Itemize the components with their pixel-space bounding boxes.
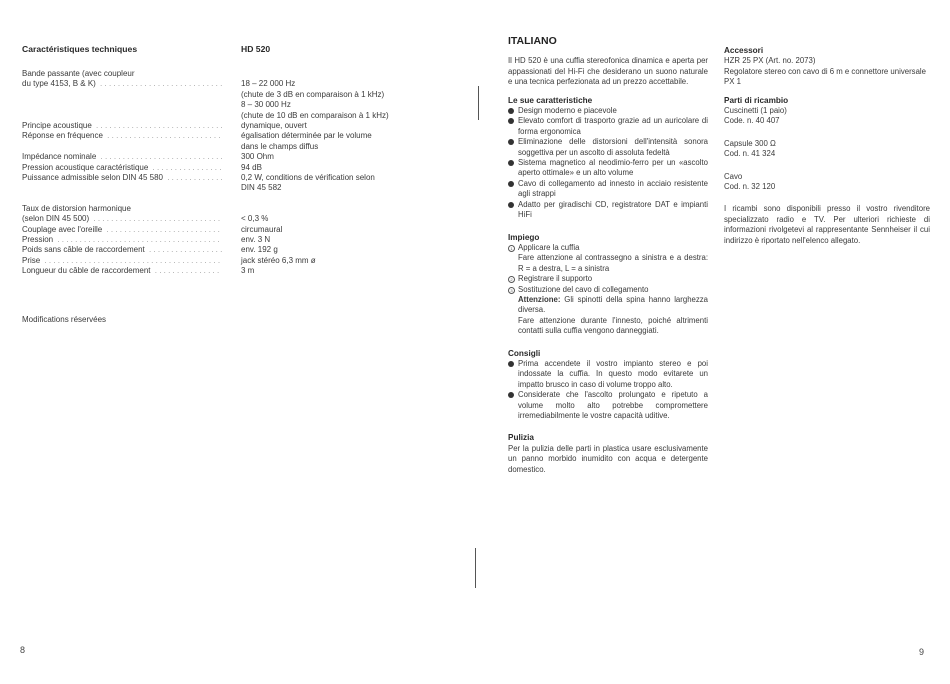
spec-label: Réponse en fréquence . . . xyxy=(22,131,222,142)
spec-label: Puissance admissible selon DIN 45 580 . . . xyxy=(22,173,222,184)
parts-heading: Parti di ricambio xyxy=(724,95,789,105)
spec-value: 0,2 W, conditions de vérification selon xyxy=(241,173,375,182)
bullet-icon xyxy=(508,108,514,114)
bullet-icon xyxy=(508,392,514,398)
spec-label: Principe acoustique . . . xyxy=(22,121,222,132)
spec-label: Couplage avec l'oreille . . . xyxy=(22,225,222,236)
intro-text: Il HD 520 è una cuffia stereofonica dinamica e aperta per appassionati del Hi-Fi che desiderano un suono naturale e una tecnica perfezionata ad un prezzo accettabile. xyxy=(508,56,708,87)
cleaning-text: Per la pulizia delle parti in plastica usare esclusivamente un panno morbido inumidito con acqua e detergente domestico. xyxy=(508,443,708,474)
spec-value: (chute de 3 dB en comparaison à 1 kHz) xyxy=(241,89,385,99)
spec-value: jack stéréo 6,3 mm ø xyxy=(241,255,316,265)
spec-value: env. 192 g xyxy=(241,245,278,255)
features-list xyxy=(508,106,708,220)
list-item: Elevato comfort di trasporto grazie ad un auricolare di forma ergonomica xyxy=(508,116,708,137)
cleaning-heading: Pulizia xyxy=(508,433,534,443)
bullet-icon xyxy=(508,139,514,145)
part-code: Code. n. 40 407 xyxy=(724,116,780,126)
spec-value: (chute de 10 dB en comparaison à 1 kHz) xyxy=(241,110,389,120)
part-name: Cuscinetti (1 paio) xyxy=(724,106,787,116)
parts-note: I ricambi sono disponibili presso il vostro rivenditore specializzato radio e TV. Per ulteriori richieste di informazioni rivolgetevi al rappresentante Sennheiser il cui indirizzo è riportato nell'elenco allegato. xyxy=(724,204,930,245)
bullet-icon xyxy=(508,160,514,166)
bullet-icon xyxy=(508,181,514,187)
bullet-icon xyxy=(508,118,514,124)
list-item: Sistema magnetico al neodimio-ferro per un «ascolto aperto ottimale» e un alto volume xyxy=(508,158,708,179)
attention-note: Attenzione: Gli spinotti della spina hanno larghezza diversa. xyxy=(518,294,709,315)
tips-heading: Consigli xyxy=(508,348,541,358)
page-number-right: 9 xyxy=(919,647,925,657)
attention-detail: Fare attenzione durante l'innesto, poiché altrimenti contatti sulla cuffia vengono danneggiati. xyxy=(518,315,708,336)
list-item: Considerate che l'ascolto prolungato e ripetuto a volume molto alto potrebbe compromettere irremediabilmente le vostre capacità uditive. xyxy=(508,390,708,421)
bullet-icon xyxy=(508,361,514,367)
spec-label: Pression . . . xyxy=(22,235,222,246)
list-item: 2 Registrare il supporto xyxy=(508,274,708,284)
accessories-column xyxy=(724,46,930,246)
list-item: 1 Applicare la cuffia xyxy=(508,243,708,253)
spec-label: Bande passante (avec coupleur xyxy=(22,69,135,78)
accessories-heading: Accessori xyxy=(724,46,764,55)
part-name: Capsule 300 Ω xyxy=(724,138,776,148)
specs-heading: Caractéristiques techniques xyxy=(22,44,138,54)
spec-value: < 0,3 % xyxy=(241,214,269,224)
spec-label: du type 4153, B & K) . . . xyxy=(22,79,222,90)
spec-label: Pression acoustique caractéristique . . . xyxy=(22,163,222,174)
usage-list xyxy=(508,243,708,337)
usage-detail: Fare attenzione al contrassegno a sinistra e a destra: R = a destra, L = a sinistra xyxy=(518,253,708,273)
features-heading: Le sue caratteristiche xyxy=(508,95,593,105)
modifications-note: Modifications réservées xyxy=(22,315,107,324)
part-name: Cavo xyxy=(724,171,743,181)
spec-value: circumaural xyxy=(241,224,283,234)
language-title: ITALIANO xyxy=(508,35,557,47)
part-code: Cod. n. 41 324 xyxy=(724,149,776,159)
page-number-left: 8 xyxy=(20,645,26,655)
spec-label: Longueur du câble de raccordement . . . xyxy=(22,266,222,277)
model-name: HD 520 xyxy=(241,44,271,54)
italian-column xyxy=(508,36,708,475)
spec-value: 94 dB xyxy=(241,162,262,172)
spec-value: 3 m xyxy=(241,266,255,276)
list-item: Cavo di collegamento ad innesto in acciaio resistente agli strappi xyxy=(508,179,708,200)
spec-value: 18 – 22 000 Hz xyxy=(241,79,296,89)
spec-value: dans le champs diffus xyxy=(241,141,319,151)
list-item: 3 Sostituzione del cavo di collegamento xyxy=(508,285,708,295)
spec-value: env. 3 N xyxy=(241,235,271,244)
accessories-description: Regolatore stereo con cavo di 6 m e connettore universale PX 1 xyxy=(724,66,926,87)
spec-label: Taux de distorsion harmonique xyxy=(22,203,131,213)
spec-value: 300 Ohm xyxy=(241,152,274,162)
spec-value: 8 – 30 000 Hz xyxy=(241,100,291,110)
change-bar xyxy=(478,86,479,120)
spec-label: (selon DIN 45 500) . . . xyxy=(22,214,222,225)
list-item: Design moderno e piacevole xyxy=(508,106,708,116)
spec-label: Poids sans câble de raccordement . . . xyxy=(22,245,222,256)
tips-list xyxy=(508,359,708,421)
spec-label: Impédance nominale . . . xyxy=(22,152,222,163)
list-item: Eliminazione delle distorsioni dell'intensità sonora soggettiva per un ascolto di assoluta fedeltà xyxy=(508,137,708,158)
right-page xyxy=(475,0,950,684)
accessories-item: HZR 25 PX (Art. no. 2073) xyxy=(724,56,816,66)
list-item: Adatto per giradischi CD, registratore DAT e impianti HiFi xyxy=(508,200,708,221)
spec-label: Prise . . . xyxy=(22,256,222,267)
spec-value: égalisation déterminée par le volume xyxy=(241,131,372,141)
part-code: Cod. n. 32 120 xyxy=(724,182,776,192)
spec-value: dynamique, ouvert xyxy=(241,121,307,130)
bullet-icon xyxy=(508,202,514,208)
list-item: Prima accendete il vostro impianto stereo e poi indossate la cuffia. In questo modo evitarete un impatto brusco in caso di volume troppo alto. xyxy=(508,359,708,390)
spec-value: DIN 45 582 xyxy=(241,183,282,193)
change-bar xyxy=(475,548,476,588)
usage-heading: Impiego xyxy=(508,232,540,242)
